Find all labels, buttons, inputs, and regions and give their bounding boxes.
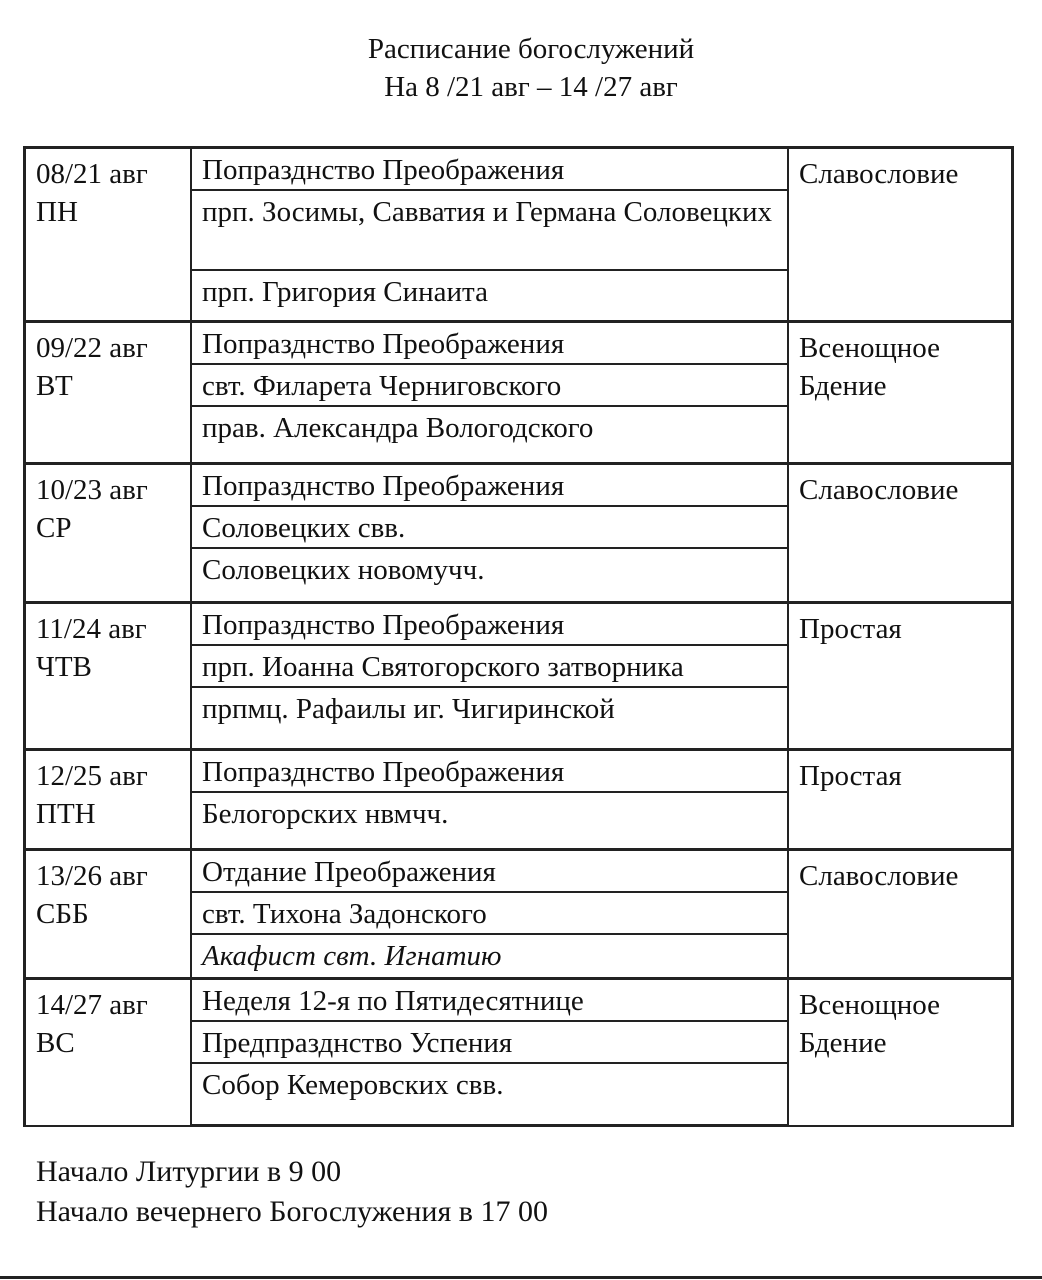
feast-cell: Попразднство Преображения bbox=[191, 603, 788, 646]
service-type-cell: Простая bbox=[788, 750, 1013, 850]
day-weekday: ВС bbox=[36, 1027, 75, 1059]
table-row bbox=[25, 850, 1013, 893]
day-weekday: ПТН bbox=[36, 798, 96, 830]
feast-cell: прп. Иоанна Святогорского затворника bbox=[191, 645, 788, 687]
day-date: 08/21 авг bbox=[36, 158, 148, 190]
feast-cell: Попразднство Преображения bbox=[191, 322, 788, 365]
table-row bbox=[25, 750, 1013, 793]
liturgy-start-time: Начало Литургии в 9 00 bbox=[36, 1155, 342, 1188]
service-type-cell: Славословие bbox=[788, 850, 1013, 979]
day-cell bbox=[25, 850, 192, 979]
day-date: 11/24 авг bbox=[36, 613, 147, 645]
table-row bbox=[25, 322, 1013, 365]
day-weekday: СР bbox=[36, 512, 72, 544]
table-row bbox=[25, 464, 1013, 507]
feast-cell: Белогорских нвмчч. bbox=[191, 792, 788, 850]
page-title: Расписание богослужений bbox=[367, 33, 695, 65]
day-weekday: ПН bbox=[36, 196, 78, 228]
feast-cell: прп. Григория Синаита bbox=[191, 270, 788, 322]
feast-cell: Соловецких свв. bbox=[191, 506, 788, 548]
feast-cell: прп. Зосимы, Савватия и Германа Соловецких bbox=[191, 190, 788, 270]
table-row bbox=[25, 603, 1013, 646]
feast-cell: свт. Филарета Черниговского bbox=[191, 364, 788, 406]
bottom-rule bbox=[0, 1276, 1042, 1279]
service-type-cell: Простая bbox=[788, 603, 1013, 750]
day-date: 12/25 авг bbox=[36, 760, 148, 792]
feast-cell: Попразднство Преображения bbox=[191, 750, 788, 793]
table-row bbox=[25, 979, 1013, 1022]
day-cell bbox=[25, 603, 192, 750]
vespers-start-time: Начало вечернего Богослужения в 17 00 bbox=[36, 1195, 548, 1228]
page-header bbox=[0, 30, 1042, 106]
feast-cell: Предпразднство Успения bbox=[191, 1021, 788, 1063]
feast-cell: Отдание Преображения bbox=[191, 850, 788, 893]
footer-notes bbox=[36, 1152, 548, 1232]
service-type-cell: Всенощное Бдение bbox=[788, 322, 1013, 464]
feast-cell: Соловецких новомучч. bbox=[191, 548, 788, 603]
feast-cell: Попразднство Преображения bbox=[191, 464, 788, 507]
day-date: 10/23 авг bbox=[36, 474, 148, 506]
feast-cell: прпмц. Рафаилы иг. Чигиринской bbox=[191, 687, 788, 750]
schedule-period: На 8 /21 авг – 14 /27 авг bbox=[384, 71, 678, 103]
day-cell bbox=[25, 322, 192, 464]
day-cell bbox=[25, 979, 192, 1126]
schedule-body bbox=[25, 148, 1013, 1126]
day-date: 09/22 авг bbox=[36, 332, 148, 364]
day-weekday: ЧТВ bbox=[36, 651, 92, 683]
schedule-table bbox=[23, 146, 1014, 1127]
feast-cell: Акафист свт. Игнатию bbox=[191, 934, 788, 979]
feast-cell: прав. Александра Вологодского bbox=[191, 406, 788, 464]
day-weekday: СББ bbox=[36, 898, 89, 930]
day-weekday: ВТ bbox=[36, 370, 73, 402]
day-cell bbox=[25, 464, 192, 603]
day-date: 14/27 авг bbox=[36, 989, 148, 1021]
service-type-cell: Славословие bbox=[788, 148, 1013, 322]
feast-cell: Попразднство Преображения bbox=[191, 148, 788, 191]
feast-cell: Неделя 12-я по Пятидесятнице bbox=[191, 979, 788, 1022]
day-cell bbox=[25, 148, 192, 322]
feast-cell: свт. Тихона Задонского bbox=[191, 892, 788, 934]
service-type-cell: Всенощное Бдение bbox=[788, 979, 1013, 1126]
feast-cell: Собор Кемеровских свв. bbox=[191, 1063, 788, 1126]
table-row bbox=[25, 148, 1013, 191]
day-cell bbox=[25, 750, 192, 850]
day-date: 13/26 авг bbox=[36, 860, 148, 892]
service-type-cell: Славословие bbox=[788, 464, 1013, 603]
